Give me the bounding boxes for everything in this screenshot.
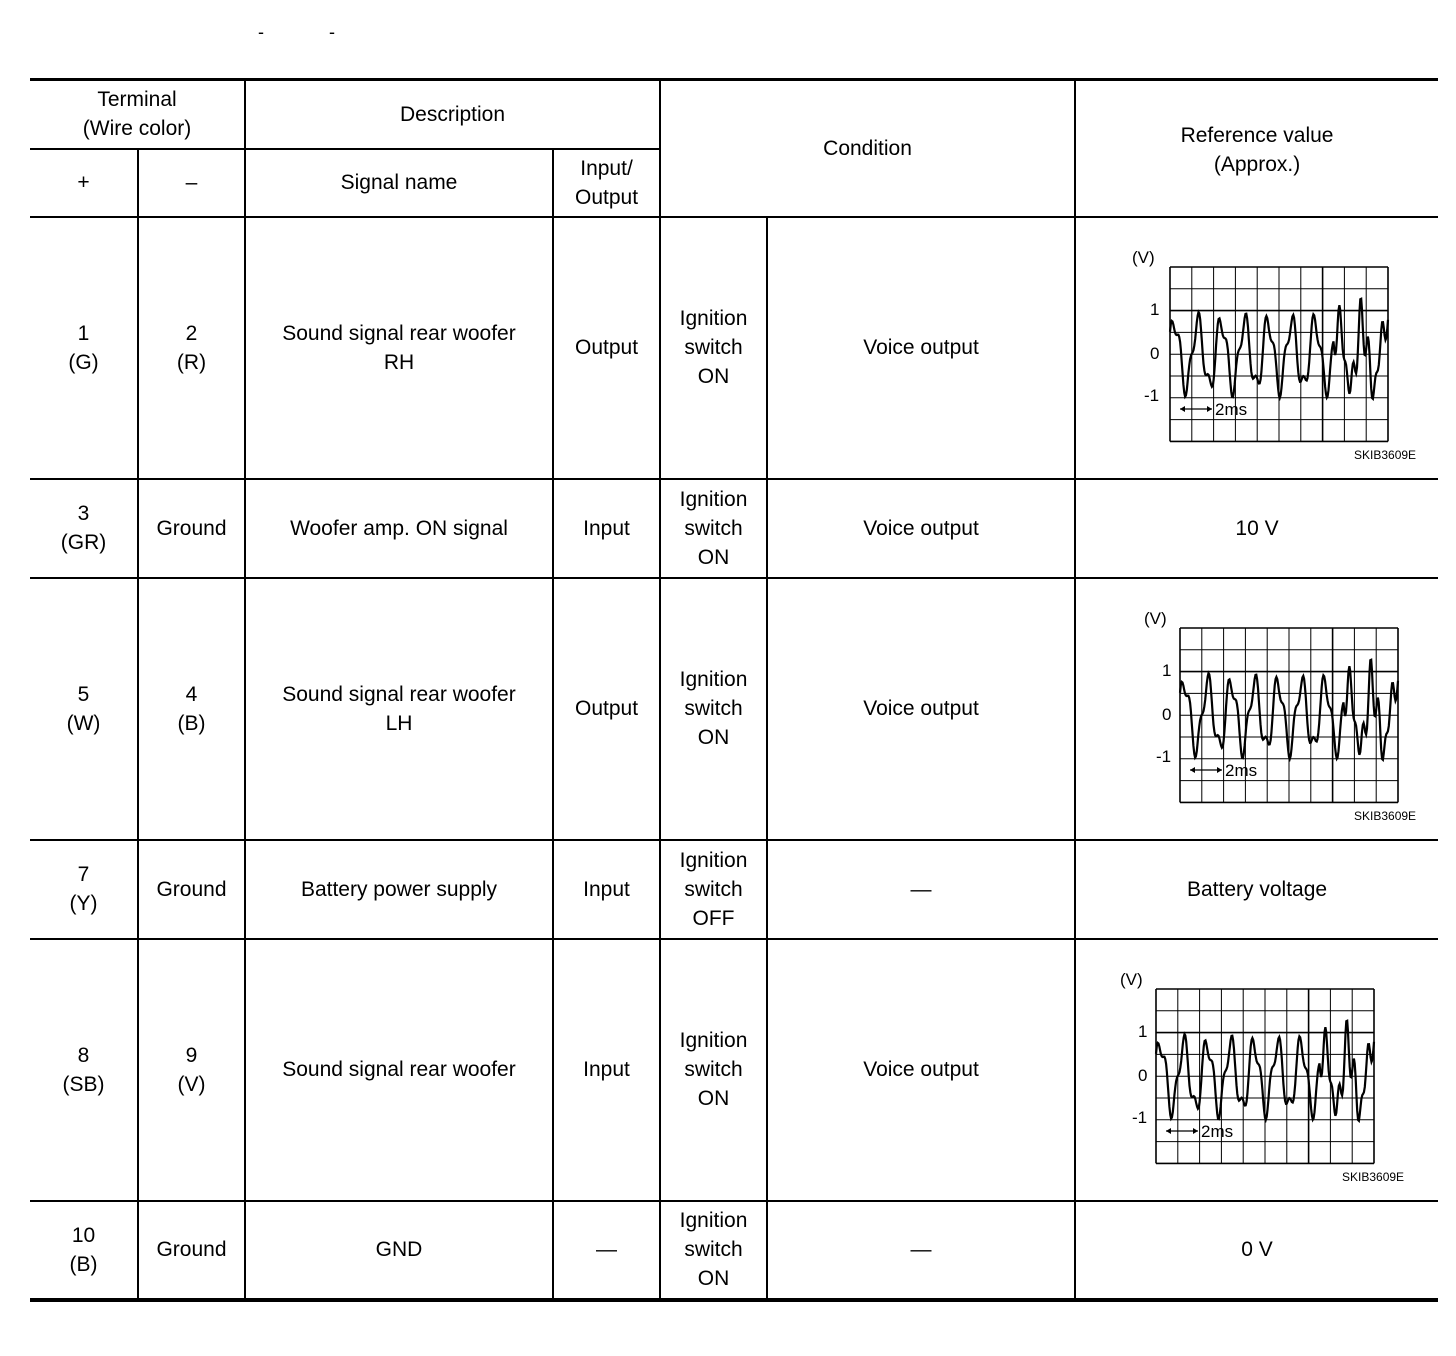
approx-label: (Approx.) [1213, 153, 1301, 176]
figure-code: SKIB3609E [1354, 447, 1417, 462]
plus-terminal: 3 (GR) [30, 479, 138, 578]
waveform-svg [1092, 233, 1422, 463]
signal-name: Sound signal rear woofer LH [245, 578, 553, 840]
time-scale-label: 2ms [1225, 760, 1258, 780]
waveform-y-unit: (V) [1144, 608, 1167, 628]
plus-terminal: 1 (G) [30, 217, 138, 479]
condition-detail: Voice output [767, 578, 1075, 840]
condition: Ignition switch ON [660, 1201, 767, 1300]
minus-terminal: 4 (B) [138, 578, 245, 840]
minus-terminal: Ground [138, 1201, 245, 1300]
waveform-graph [1092, 955, 1422, 1185]
waveform-tick: 1 [1150, 299, 1160, 319]
input-output: Input [553, 840, 660, 939]
condition: Ignition switch ON [660, 578, 767, 840]
input-output: Output [553, 578, 660, 840]
signal-name-header: Signal name [245, 149, 553, 217]
waveform-y-unit: (V) [1120, 969, 1143, 989]
plus-header: + [30, 149, 138, 217]
terminal-label: Terminal [97, 88, 177, 112]
figure-code: SKIB3609E [1354, 808, 1417, 823]
minus-terminal: Ground [138, 840, 245, 939]
minus-terminal: 2 (R) [138, 217, 245, 479]
signal-name: Woofer amp. ON signal [245, 479, 553, 578]
plus-terminal: 8 (SB) [30, 939, 138, 1201]
plus-terminal: 10 (B) [30, 1201, 138, 1300]
table-row [30, 578, 1438, 840]
signal-name: Sound signal rear woofer [245, 939, 553, 1201]
condition-detail: Voice output [767, 479, 1075, 578]
plus-terminal: 7 (Y) [30, 840, 138, 939]
table-row [30, 479, 1438, 578]
input-output: — [553, 1201, 660, 1300]
waveform-graph [1092, 233, 1422, 463]
input-output: Output [553, 217, 660, 479]
waveform-tick: -1 [1132, 1107, 1148, 1127]
description-header: Description [245, 80, 660, 149]
condition-detail: — [767, 1201, 1075, 1300]
reference-value [1075, 939, 1438, 1201]
time-scale-marker [1190, 767, 1222, 773]
waveform-tick: 0 [1150, 343, 1160, 363]
reference-value-header [1075, 80, 1438, 217]
minus-header: – [138, 149, 245, 217]
signal-name: Sound signal rear woofer RH [245, 217, 553, 479]
terminal-header [30, 80, 245, 149]
table-row [30, 217, 1438, 479]
reference-value [1075, 578, 1438, 840]
terminal-reference-table [30, 78, 1438, 1302]
time-scale-marker [1166, 1128, 1198, 1134]
waveform-tick: 0 [1138, 1065, 1148, 1085]
time-scale-label: 2ms [1201, 1121, 1234, 1141]
waveform-tick: -1 [1156, 746, 1172, 766]
table-row [30, 939, 1438, 1201]
waveform-y-unit: (V) [1132, 247, 1155, 267]
waveform-tick: 1 [1138, 1021, 1148, 1041]
signal-name: GND [245, 1201, 553, 1300]
condition-detail: — [767, 840, 1075, 939]
waveform-tick: 0 [1162, 704, 1172, 724]
table-row [30, 1201, 1438, 1300]
plus-terminal: 5 (W) [30, 578, 138, 840]
condition-detail: Voice output [767, 939, 1075, 1201]
wire-color-label: (Wire color) [82, 117, 192, 141]
table-row [30, 840, 1438, 939]
condition-detail: Voice output [767, 217, 1075, 479]
input-output: Input [553, 479, 660, 578]
reference-value: 0 V [1075, 1201, 1438, 1300]
reference-value: Battery voltage [1075, 840, 1438, 939]
condition: Ignition switch ON [660, 479, 767, 578]
waveform-svg [1092, 594, 1422, 824]
input-output: Input [553, 939, 660, 1201]
minus-terminal: Ground [138, 479, 245, 578]
condition-header: Condition [660, 80, 1075, 217]
input-output-header: Input/ Output [553, 149, 660, 217]
condition: Ignition switch ON [660, 217, 767, 479]
time-scale-marker [1180, 406, 1212, 412]
waveform-tick: -1 [1144, 385, 1160, 405]
reference-value-label: Reference value [1180, 124, 1334, 147]
reference-value [1075, 217, 1438, 479]
condition: Ignition switch ON [660, 939, 767, 1201]
figure-code: SKIB3609E [1342, 1169, 1405, 1184]
waveform-tick: 1 [1162, 660, 1172, 680]
header-row-1 [30, 80, 1438, 149]
condition: Ignition switch OFF [660, 840, 767, 939]
waveform-svg [1092, 955, 1422, 1185]
minus-terminal: 9 (V) [138, 939, 245, 1201]
waveform-graph [1092, 594, 1422, 824]
signal-name: Battery power supply [245, 840, 553, 939]
header-marks: - - [258, 22, 365, 42]
time-scale-label: 2ms [1215, 399, 1248, 419]
reference-value: 10 V [1075, 479, 1438, 578]
